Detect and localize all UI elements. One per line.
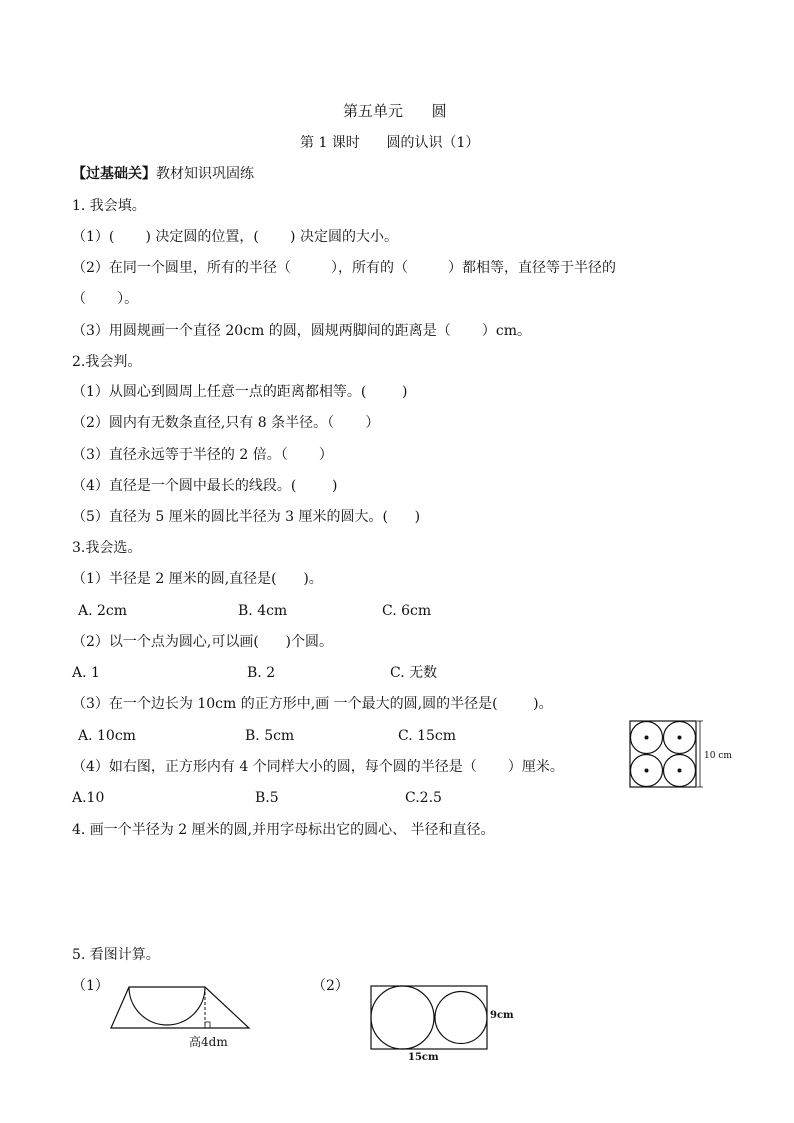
q5-fig1-label: （1） — [72, 978, 109, 994]
semicircle-arc — [129, 987, 205, 1025]
q3-sub2-option-c: C. 无数 — [390, 665, 438, 681]
q2-heading: 2.我会判。 — [72, 354, 142, 370]
q2-item-5: （5）直径为 5 厘米的圆比半径为 3 厘米的圆大。( ) — [72, 509, 421, 525]
q3-sub3: （3）在一个边长为 10cm 的正方形中,画 一个最大的圆,圆的半径是( )。 — [72, 696, 553, 712]
q1-item-1: （1）( ) 决定圆的位置，( ) 决定圆的大小。 — [72, 229, 398, 245]
q5-fig2-label: （2） — [312, 978, 349, 994]
four-circles-figure — [626, 716, 766, 792]
q2-item-4: （4）直径是一个圆中最长的线段。( ) — [72, 478, 338, 494]
q3-sub1-option-c: C. 6cm — [382, 603, 432, 619]
small-circle — [435, 992, 487, 1044]
center-dot — [645, 769, 649, 773]
center-dot — [678, 736, 682, 740]
q3-sub3-option-c: C. 15cm — [398, 728, 457, 744]
trapezoid-outline — [111, 987, 249, 1028]
section-text: 教材知识巩固练 — [156, 166, 254, 182]
q1-item-3: （3）用圆规画一个直径 20cm 的圆，圆规两脚间的距离是（ ）cm。 — [72, 323, 532, 339]
q1-heading: 1. 我会填。 — [72, 198, 146, 214]
rectangle-two-circles-figure — [365, 980, 525, 1066]
section-bracket: 【过基础关】 — [72, 166, 156, 182]
right-angle-mark — [205, 1022, 210, 1028]
q1-item-2-cont: （ ）。 — [72, 291, 139, 307]
q5-heading: 5. 看图计算。 — [72, 947, 160, 963]
rectangle-outline — [371, 986, 487, 1049]
center-dot — [678, 769, 682, 773]
trapezoid-semicircle-figure — [105, 980, 265, 1052]
q3-sub2: （2）以一个点为圆心,可以画( )个圆。 — [72, 634, 333, 650]
q3-sub2-option-b: B. 2 — [247, 665, 276, 681]
q2-item-1: （1）从圆心到圆周上任意一点的距离都相等。( ) — [72, 384, 408, 400]
q3-heading: 3.我会选。 — [72, 540, 142, 556]
large-circle — [371, 986, 434, 1049]
section-header — [72, 164, 254, 184]
lesson-title: 第 1 课时 圆的认识（1） — [300, 135, 480, 151]
q4-heading: 4. 画一个半径为 2 厘米的圆,并用字母标出它的圆心、 半径和直径。 — [72, 822, 495, 838]
q2-item-2: （2）圆内有无数条直径,只有 8 条半径。（ ） — [72, 415, 380, 431]
q3-sub4-option-a: A.10 — [72, 790, 105, 806]
unit-title: 第五单元 圆 — [343, 102, 447, 120]
q3-sub3-option-b: B. 5cm — [245, 728, 295, 744]
q3-sub2-option-a: A. 1 — [72, 665, 100, 681]
q1-item-2: （2）在同一个圆里，所有的半径（ ），所有的（ ）都相等，直径等于半径的 — [72, 260, 617, 276]
trapezoid-height-label: 高4dm — [189, 1035, 228, 1049]
rectangle-height-label: 9cm — [490, 1010, 514, 1021]
q2-item-3: （3）直径永远等于半径的 2 倍。（ ） — [72, 447, 333, 463]
q3-sub1: （1）半径是 2 厘米的圆,直径是( )。 — [72, 571, 323, 587]
rectangle-width-label: 15cm — [408, 1052, 439, 1063]
q3-sub1-option-b: B. 4cm — [238, 603, 288, 619]
center-dot — [645, 736, 649, 740]
q3-sub4: （4）如右图，正方形内有 4 个同样大小的圆，每个圆的半径是（ ）厘米。 — [72, 759, 564, 775]
q3-sub4-option-c: C.2.5 — [405, 790, 442, 806]
q3-sub1-option-a: A. 2cm — [78, 603, 128, 619]
square-outline — [630, 721, 696, 787]
q3-sub3-option-a: A. 10cm — [78, 728, 136, 744]
q3-sub4-option-b: B.5 — [255, 790, 279, 806]
figure-dimension-label: 10 cm — [704, 751, 732, 761]
